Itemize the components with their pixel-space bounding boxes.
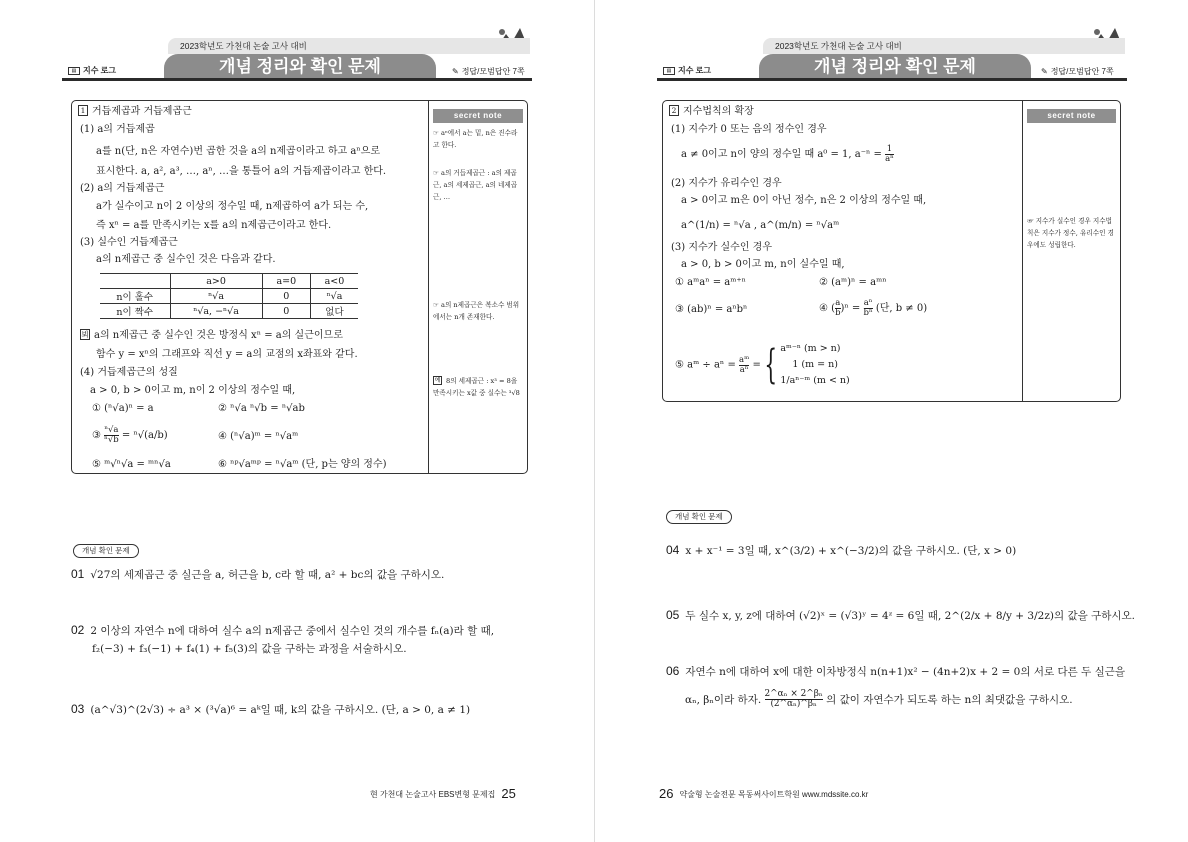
concept-box-2 bbox=[662, 100, 1121, 402]
fraction-numerator: 2^αₙ × 2^βₙ bbox=[764, 689, 823, 699]
property-2: ② ⁿ√a ⁿ√b = ⁿ√ab bbox=[218, 403, 305, 414]
note-item: ☞ aⁿ에서 a는 밑, n은 진수라고 한다. bbox=[433, 129, 518, 149]
property-5: ⑤ ᵐ√ⁿ√a = ᵐⁿ√a bbox=[92, 459, 171, 470]
secret-note-label: secret note bbox=[1027, 109, 1116, 123]
heading-text: 거듭제곱과 거듭제곱근 bbox=[92, 106, 192, 117]
table-header-row bbox=[100, 274, 358, 289]
concept-heading bbox=[78, 105, 192, 119]
section-3-title: (3) 실수인 거듭제곱근 bbox=[80, 237, 178, 248]
secret-note bbox=[428, 101, 527, 473]
problem-03 bbox=[71, 702, 470, 717]
concept-heading bbox=[669, 105, 754, 119]
section-3-line-1: a > 0, b > 0이고 m, n이 실수일 때, bbox=[681, 259, 845, 270]
problem-06 bbox=[666, 664, 1125, 679]
problem-number: 01 bbox=[71, 567, 85, 581]
footer-text: 약술형 논술전문 목동써사이트학원 www.mdssite.co.kr bbox=[679, 790, 869, 799]
section-2-line-1: a가 실수이고 n이 2 이상의 정수일 때, n제곱하여 a가 되는 수, bbox=[96, 201, 369, 212]
rule-5-cases bbox=[780, 341, 849, 389]
heading-text: 지수법칙의 확장 bbox=[683, 106, 754, 117]
rule-4: ④ ( $\frac{a}{b}$ )ⁿ = $\frac{\text{aⁿ}}{\text{bⁿ}}$ (단, b ≠ 0) bbox=[819, 298, 928, 318]
problem-text: 2 이상의 자연수 n에 대하여 실수 a의 n제곱근 중에서 실수인 것의 개수를 fₙ(a)라 할 때, bbox=[90, 625, 495, 637]
page-number: 25 bbox=[501, 786, 516, 801]
problem-text: 의 값이 자연수가 되도록 하는 n의 최댓값을 구하시오. bbox=[826, 693, 1073, 706]
reference-line-1 bbox=[80, 329, 343, 343]
fraction-numerator: 1 bbox=[886, 144, 893, 154]
concept-check-pill: 개념 확인 문제 bbox=[73, 544, 139, 558]
right-page bbox=[594, 0, 1188, 842]
reference-label: 뵈 bbox=[81, 330, 89, 339]
section-1-text: a ≠ 0이고 n이 양의 정수일 때 a⁰ = 1, a⁻ⁿ = bbox=[681, 148, 882, 160]
heading-number: 2 bbox=[669, 105, 679, 116]
table-header-cell: a=0 bbox=[262, 274, 310, 289]
fraction-denominator: b bbox=[835, 307, 841, 318]
table-cell: n이 짝수 bbox=[100, 304, 170, 319]
table-header-cell: a<0 bbox=[310, 274, 358, 289]
table-cell: ⁿ√a bbox=[170, 289, 262, 304]
table-header-cell: a>0 bbox=[170, 274, 262, 289]
table-header-cell bbox=[100, 274, 170, 289]
brace-icon: { bbox=[764, 342, 777, 388]
example-label: 예 bbox=[434, 377, 441, 384]
secret-note bbox=[1022, 101, 1120, 401]
rule-4-mid: )ⁿ = bbox=[840, 302, 861, 314]
table-cell: 0 bbox=[262, 304, 310, 319]
property-6: ⑥ ⁿᵖ√aᵐᵖ = ⁿ√aᵐ (단, p는 양의 정수) bbox=[218, 459, 387, 470]
rule-4-condition: (단, b ≠ 0) bbox=[875, 302, 928, 314]
footer-text: 현 가천대 논술고사 EBS변형 문제집 bbox=[370, 790, 496, 799]
problem-text: (a^√3)^(2√3) ÷ a³ × (³√a)⁶ = aᵏ일 때, k의 값을 구하시오. (단, a > 0, a ≠ 1) bbox=[90, 704, 471, 716]
reference-text-1: a의 n제곱근 중 실수인 것은 방정식 xⁿ = a의 실근이므로 bbox=[94, 330, 343, 341]
case-1: aᵐ⁻ⁿ (m > n) bbox=[780, 343, 841, 354]
rule-2: ② (aᵐ)ⁿ = aᵐⁿ bbox=[819, 277, 887, 288]
equals-sign: = bbox=[752, 359, 761, 371]
problem-05 bbox=[666, 608, 1135, 623]
section-3-title: (3) 지수가 실수인 경우 bbox=[671, 242, 772, 253]
property-3-fraction bbox=[104, 426, 119, 445]
fraction-denominator: aⁿ bbox=[739, 364, 749, 375]
concept-check-pill: 개념 확인 문제 bbox=[666, 510, 732, 524]
problem-06-fraction bbox=[765, 690, 823, 710]
problem-06-line-2 bbox=[685, 690, 1073, 710]
problem-01 bbox=[71, 567, 444, 582]
rule-1: ① aᵐaⁿ = aᵐ⁺ⁿ bbox=[675, 277, 746, 288]
fraction-numerator: ⁿ√a bbox=[104, 425, 119, 435]
table-cell: 없다 bbox=[310, 304, 358, 319]
table-row bbox=[100, 304, 358, 319]
problem-number: 06 bbox=[666, 664, 680, 678]
problem-02 bbox=[71, 623, 494, 638]
section-1-title: (1) 지수가 0 또는 음의 정수인 경우 bbox=[671, 124, 827, 135]
header-tag bbox=[68, 65, 116, 76]
problem-text: αₙ, βₙ이라 하자. bbox=[685, 693, 762, 706]
edit-icon: ✎ bbox=[452, 67, 459, 76]
property-3-rhs: = ⁿ√(a/b) bbox=[121, 429, 168, 441]
note-item: ☞ a의 n제곱근은 복소수 범위에서는 n개 존재한다. bbox=[433, 301, 520, 321]
fraction-numerator: a bbox=[835, 298, 841, 308]
table-cell: n이 홀수 bbox=[100, 289, 170, 304]
book-tag-icon: ▤ bbox=[663, 67, 675, 75]
section-1-line-1 bbox=[681, 145, 894, 164]
answer-ref-text: 정답/모범답안 7쪽 bbox=[461, 67, 525, 76]
page-title: 개념 정리와 확인 문제 bbox=[164, 54, 436, 80]
header-tag-text: 지수 로그 bbox=[83, 66, 117, 75]
problem-text: 두 실수 x, y, z에 대하여 (√2)ˣ = (√3)ʸ = 4ᶻ = 6일 때, 2^(2/x + 8/y + 3/2z)의 값을 구하시오. bbox=[685, 610, 1135, 622]
table-cell: 0 bbox=[262, 289, 310, 304]
problem-text: x + x⁻¹ = 3일 때, x^(3/2) + x^(−3/2)의 값을 구하시오. (단, x > 0) bbox=[685, 545, 1017, 557]
section-4-line-1: a > 0, b > 0이고 m, n이 2 이상의 정수일 때, bbox=[90, 385, 296, 396]
table-cell: ⁿ√a, −ⁿ√a bbox=[170, 304, 262, 319]
rule-4-fraction-2 bbox=[864, 299, 873, 318]
rule-4-label: ④ bbox=[819, 302, 828, 314]
header-rule bbox=[657, 78, 1127, 81]
section-2-title: (2) a의 거듭제곱근 bbox=[80, 183, 165, 194]
problem-04 bbox=[666, 543, 1016, 558]
header-tag bbox=[663, 65, 711, 76]
fraction-denominator: aⁿ bbox=[885, 153, 894, 164]
answer-ref[interactable] bbox=[1041, 66, 1114, 77]
note-item: ☞ 지수가 실수인 경우 지수법칙은 지수가 정수, 유리수인 경우에도 성립한다. bbox=[1027, 217, 1114, 249]
reference-line-2: 함수 y = xⁿ의 그래프와 직선 y = a의 교점의 x좌표와 같다. bbox=[96, 349, 358, 360]
footer bbox=[659, 786, 868, 801]
note-example-text: 8의 세제곱근 : x³ = 8을 만족시키는 x값 중 실수는 ³√8 bbox=[433, 377, 520, 397]
section-3-line-1: a의 n제곱근 중 실수인 것은 다음과 같다. bbox=[96, 254, 276, 265]
rule-3: ③ (ab)ⁿ = aⁿbⁿ bbox=[675, 304, 748, 315]
problem-text: √27의 세제곱근 중 실근을 a, 허근을 b, c라 할 때, a² + bc의 값을 구하시오. bbox=[90, 569, 445, 581]
rule-5-label: ⑤ aᵐ ÷ aⁿ = bbox=[675, 359, 736, 371]
case-3: 1/aⁿ⁻ᵐ (m < n) bbox=[780, 375, 850, 386]
secret-note-label: secret note bbox=[433, 109, 523, 123]
fraction-numerator: aⁿ bbox=[863, 298, 873, 308]
edit-icon: ✎ bbox=[1041, 67, 1048, 76]
fraction-numerator: aᵐ bbox=[739, 354, 750, 365]
section-2-line-2: a^(1/n) = ⁿ√a , a^(m/n) = ⁿ√aᵐ bbox=[681, 220, 840, 231]
section-1-title: (1) a의 거듭제곱 bbox=[80, 124, 155, 135]
section-2-line-1: a > 0이고 m은 0이 아닌 정수, n은 2 이상의 정수일 때, bbox=[681, 195, 927, 206]
header-top-text: 2023학년도 가천대 논술 고사 대비 bbox=[168, 38, 530, 54]
property-3-label: ③ bbox=[92, 429, 101, 441]
answer-ref-text: 정답/모범답안 7쪽 bbox=[1050, 67, 1114, 76]
footer bbox=[370, 786, 522, 801]
property-4: ④ (ⁿ√a)ᵐ = ⁿ√aᵐ bbox=[218, 431, 299, 442]
table-cell: ⁿ√a bbox=[310, 289, 358, 304]
header-top-text: 2023학년도 가천대 논술 고사 대비 bbox=[763, 38, 1125, 54]
table-row bbox=[100, 289, 358, 304]
concept-box-1 bbox=[71, 100, 528, 474]
rule-5 bbox=[675, 341, 850, 389]
section-1-line-1: a를 n(단, n은 자연수)번 곱한 것을 a의 n제곱이라고 하고 aⁿ으로 bbox=[96, 146, 380, 157]
section-1-line-2: 표시한다. a, a², a³, …, aⁿ, …을 통틀어 a의 거듭제곱이라고 한다. bbox=[96, 166, 387, 177]
property-3 bbox=[92, 426, 168, 445]
problem-number: 03 bbox=[71, 702, 85, 716]
answer-ref[interactable] bbox=[452, 66, 525, 77]
problem-number: 02 bbox=[71, 623, 85, 637]
header-rule bbox=[62, 78, 532, 81]
book-tag-icon: ▤ bbox=[68, 67, 80, 75]
heading-number: 1 bbox=[78, 105, 88, 116]
header-tag-text: 지수 로그 bbox=[678, 66, 712, 75]
roots-table bbox=[100, 273, 358, 319]
case-2: 1 (m = n) bbox=[792, 359, 838, 370]
section-2-title: (2) 지수가 유리수인 경우 bbox=[671, 178, 782, 189]
section-4-title: (4) 거듭제곱근의 성질 bbox=[80, 367, 178, 378]
fraction-denominator: ⁿ√b bbox=[104, 434, 119, 445]
problem-text: 자연수 n에 대하여 x에 대한 이차방정식 n(n+1)x² − (4n+2)x + 2 = 0의 서로 다른 두 실근을 bbox=[685, 666, 1125, 678]
note-item bbox=[433, 375, 523, 399]
note-item: ☞ a의 거듭제곱근 : a의 제곱근, a의 세제곱근, a의 네제곱근, … bbox=[433, 169, 518, 201]
rule-5-fraction bbox=[739, 356, 749, 375]
page-title: 개념 정리와 확인 문제 bbox=[759, 54, 1031, 80]
problem-number: 05 bbox=[666, 608, 680, 622]
page-number: 26 bbox=[659, 786, 674, 801]
section-1-fraction bbox=[885, 145, 894, 164]
property-1: ① (ⁿ√a)ⁿ = a bbox=[92, 403, 154, 414]
section-2-line-2: 즉 xⁿ = a를 만족시키는 x를 a의 n제곱근이라고 한다. bbox=[96, 220, 332, 231]
fraction-denominator: bⁿ bbox=[863, 307, 873, 318]
problem-number: 04 bbox=[666, 543, 680, 557]
fraction-denominator: (2^αₙ)^βₙ bbox=[765, 699, 823, 709]
problem-02-line-2: f₂(−3) + f₃(−1) + f₄(1) + f₅(3)의 값을 구하는 과정을 서술하시오. bbox=[92, 643, 407, 655]
